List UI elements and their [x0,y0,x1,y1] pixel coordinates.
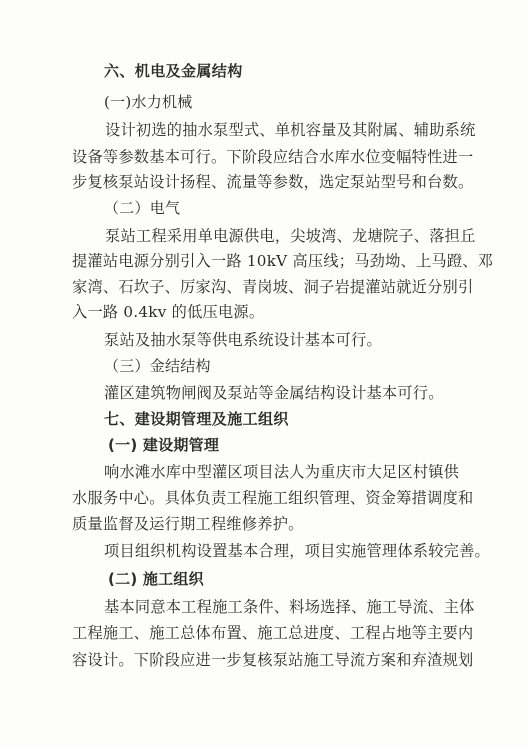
section-6-2-title: （二）电气 [104,199,181,217]
section-7-1-title: (一) 建设期管理 [108,436,220,454]
paragraph-line: 入一路 0.4kv 的低压电源。 [72,303,265,321]
section-6-3-title: （三）金结结构 [104,357,211,375]
paragraph-line: 泵站及抽水泵等供电系统设计基本可行。 [104,331,382,349]
section-6-heading: 六、机电及金属结构 [104,62,243,80]
paragraph-line: 工程施工、施工总体布置、施工总进度、工程占地等主要内 [72,624,474,642]
section-7-2-title: (二) 施工组织 [108,570,204,588]
paragraph-line: 家湾、石坎子、厉家沟、青岗坡、洞子岩提灌站就近分别引 [72,278,474,296]
section-6-1-title: (一)水力机械 [104,93,193,111]
paragraph-line: 设计初选的抽水泵型式、单机容量及其附属、辅助系统 [105,121,476,139]
paragraph-line: 响水滩水库中型灌区项目法人为重庆市大足区村镇供 [104,463,460,481]
paragraph-line: 基本同意本工程施工条件、料场选择、施工导流、主体 [104,598,475,616]
paragraph-line: 水服务中心。具体负责工程施工组织管理、资金筹措调度和 [72,489,474,507]
paragraph-line: 容设计。下阶段应进一步复核泵站施工导流方案和弃渣规划 [72,651,474,669]
paragraph-line: 步复核泵站设计扬程、流量等参数，选定泵站型号和台数。 [72,173,474,191]
paragraph-line: 灌区建筑物闸阀及泵站等金属结构设计基本可行。 [104,384,444,402]
paragraph-line: 项目组织机构设置基本合理，项目实施管理体系较完善。 [104,542,490,560]
paragraph-line: 泵站工程采用单电源供电，尖坡湾、龙塘院子、落担丘 [105,227,476,245]
paragraph-line: 质量监督及运行期工程维修养护。 [72,515,304,533]
paragraph-line: 提灌站电源分别引入一路 10kV 高压线；马劲坳、上马蹬、邓 [72,252,494,270]
paragraph-line: 设备等参数基本可行。下阶段应结合水库水位变幅特性进一 [72,148,474,166]
section-7-heading: 七、建设期管理及施工组织 [104,410,289,428]
